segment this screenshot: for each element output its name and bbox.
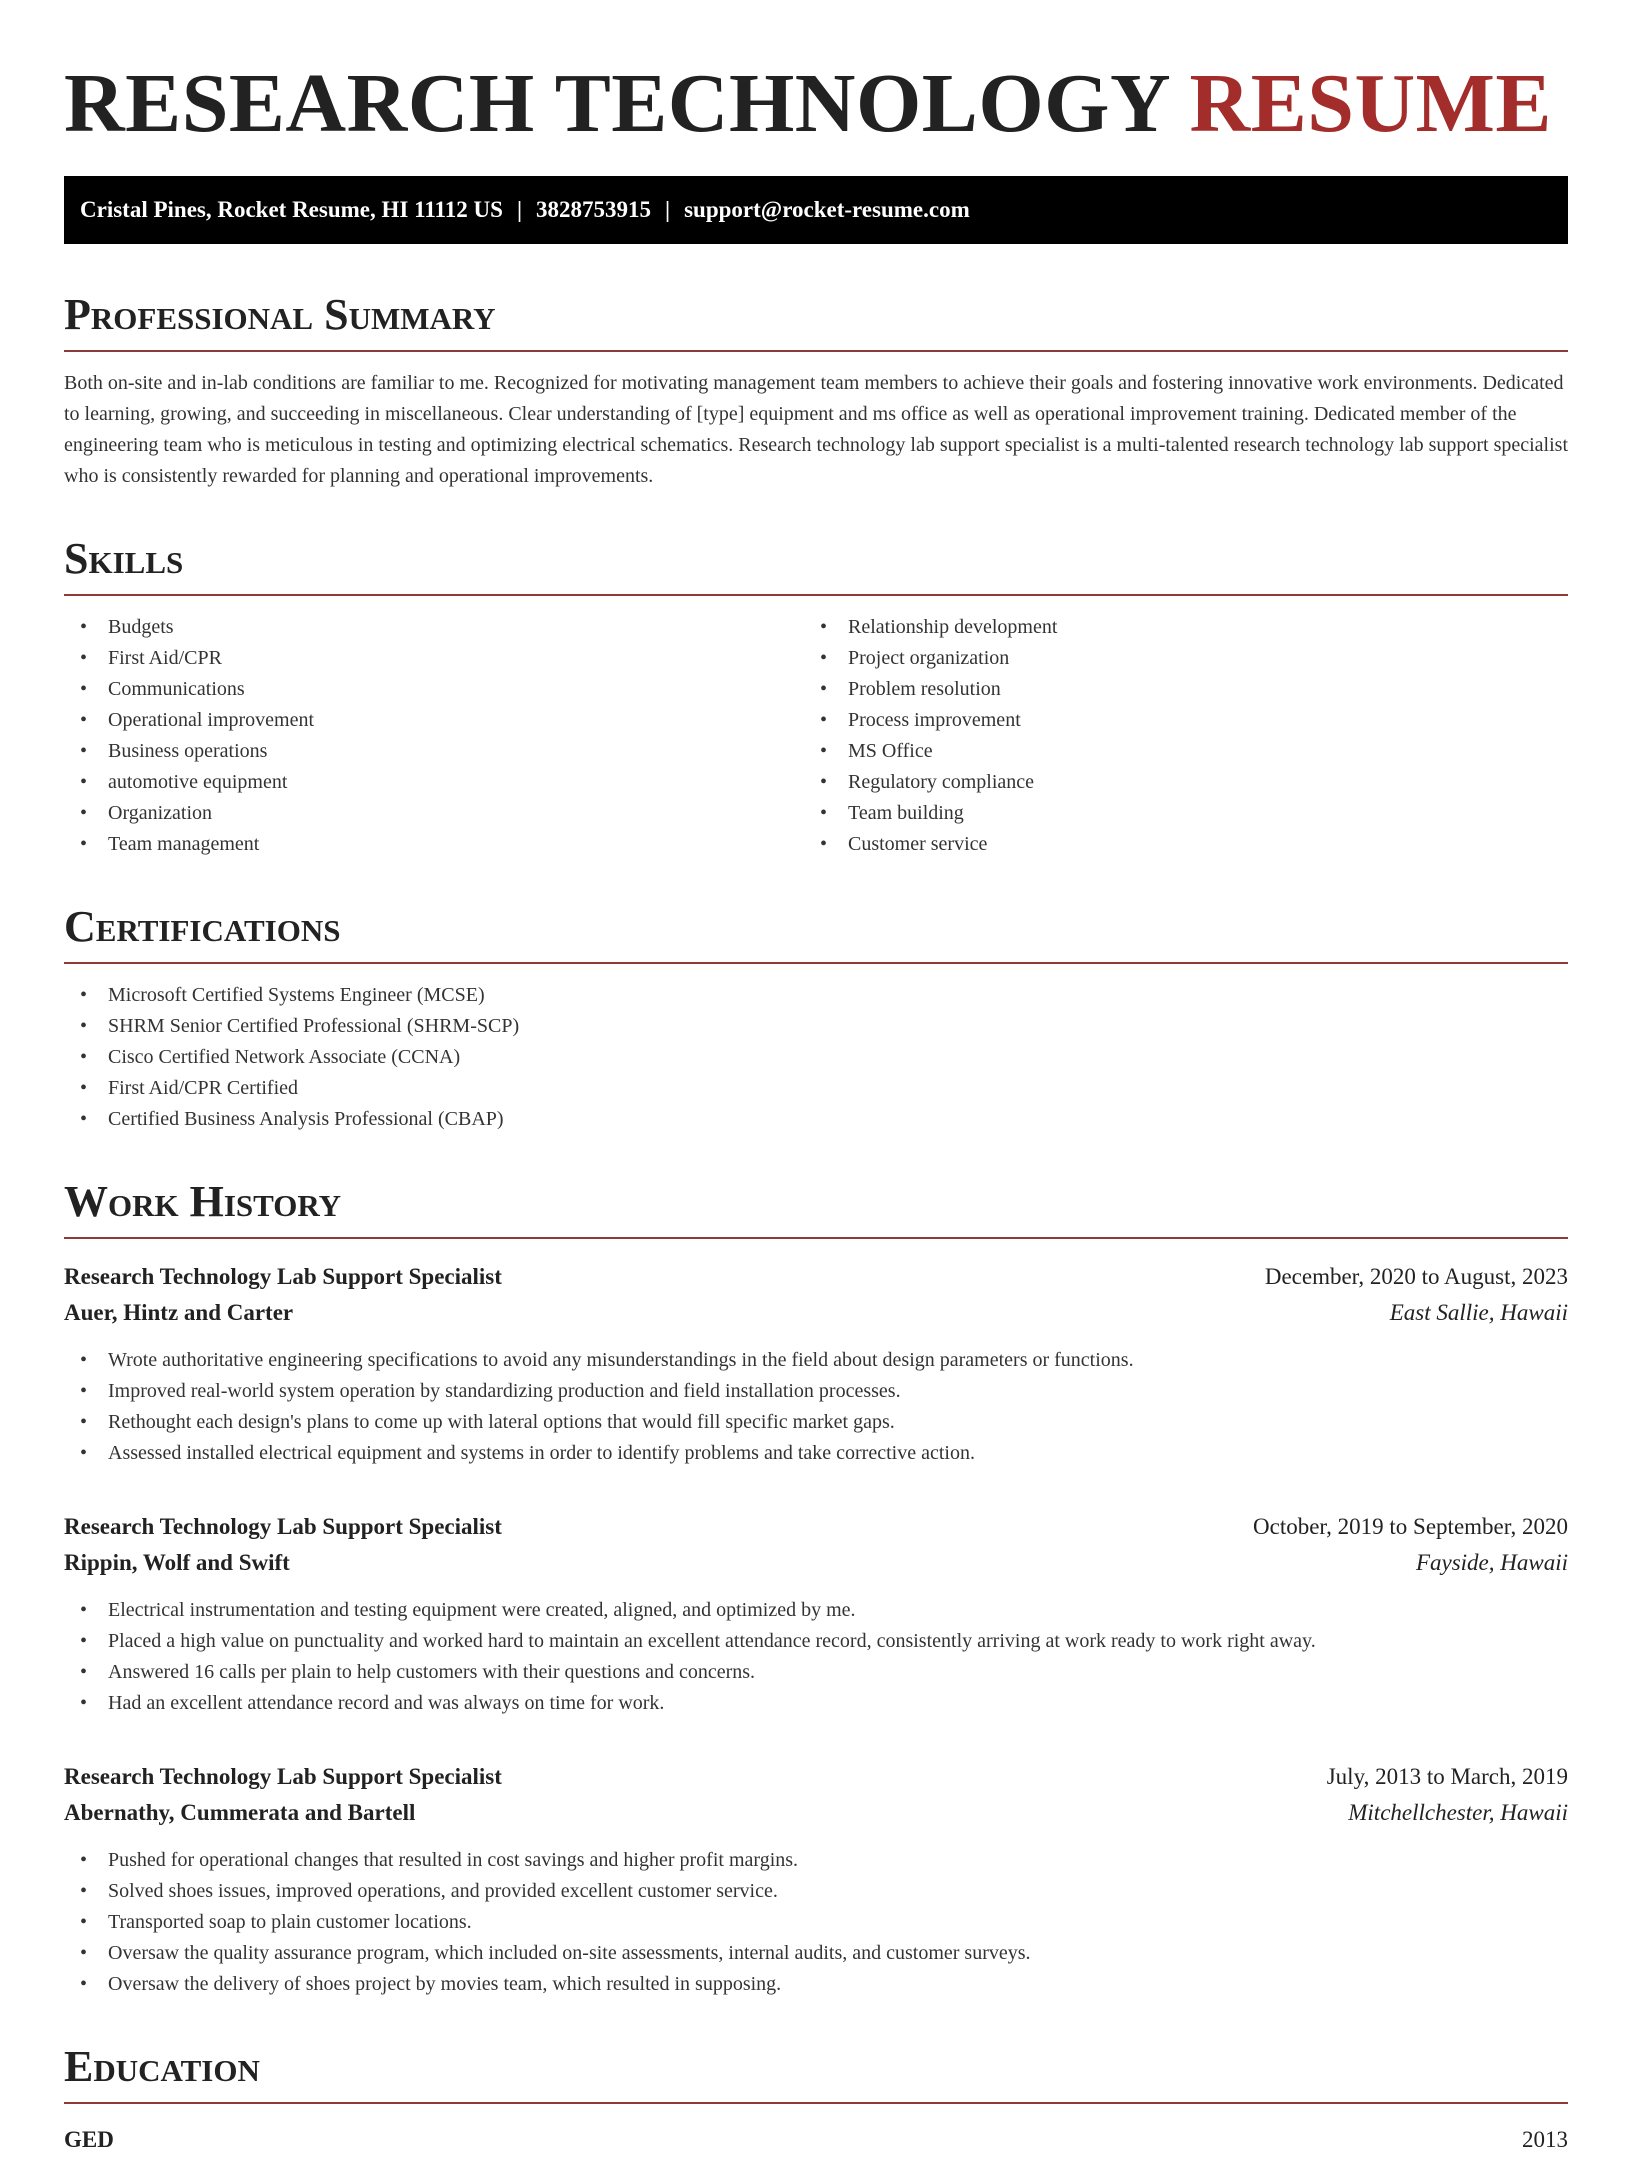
education-row	[64, 2122, 1568, 2158]
job-bullet: • Solved shoes issues, improved operations, and provided excellent customer service.	[64, 1876, 1568, 1907]
skill-item: • Team building	[804, 798, 1544, 829]
job-location: East Sallie, Hawaii	[1389, 1300, 1568, 1325]
job-bullet: • Had an excellent attendance record and was always on time for work.	[64, 1688, 1568, 1719]
job-title: Research Technology Lab Support Specialist	[64, 1264, 502, 1289]
job-bullets	[64, 1845, 1568, 2000]
skill-item: • Team management	[64, 829, 804, 860]
contact-bar	[64, 176, 1568, 244]
contact-phone: 3828753915	[536, 197, 652, 222]
skill-item: • Regulatory compliance	[804, 767, 1544, 798]
job-bullet: • Assessed installed electrical equipment and systems in order to identify problems and take corrective action.	[64, 1438, 1568, 1469]
education-section	[64, 2040, 1568, 2158]
job-header-row	[64, 1509, 1568, 1545]
job-bullet: • Rethought each design's plans to come up with lateral options that would fill specific market gaps.	[64, 1407, 1568, 1438]
job-bullet: • Transported soap to plain customer locations.	[64, 1907, 1568, 1938]
skill-item: • Relationship development	[804, 612, 1544, 643]
work-history-section	[64, 1175, 1568, 2000]
job-bullet: • Pushed for operational changes that resulted in cost savings and higher profit margins.	[64, 1845, 1568, 1876]
job-location: Fayside, Hawaii	[1415, 1550, 1568, 1575]
skill-item: • Process improvement	[804, 705, 1544, 736]
summary-section	[64, 288, 1568, 492]
certifications-heading: Certifications	[64, 900, 1568, 964]
education-heading: Education	[64, 2040, 1568, 2104]
contact-separator: |	[516, 197, 523, 222]
resume-title	[64, 0, 1568, 152]
skills-grid	[64, 612, 1568, 860]
skill-item: • Customer service	[804, 829, 1544, 860]
job-title: Research Technology Lab Support Specialist	[64, 1514, 502, 1539]
contact-separator: |	[665, 197, 671, 222]
job-company-row	[64, 1545, 1568, 1581]
skills-section	[64, 532, 1568, 860]
summary-text: Both on-site and in-lab conditions are familiar to me. Recognized for motivating management team members to achieve their goals and fostering innovative work environments. Dedicated to learning, growing, and succeeding in miscellaneous. Clear understanding of [type] equipment and ms office as well as operational improvement training. Dedicated member of the engineering team who is meticulous in testing and optimizing electrical schematics. Research technology lab support specialist is a multi-talented research technology lab support specialist who is consistently rewarded for planning and operational improvements.	[64, 372, 1569, 487]
contact-address: Cristal Pines, Rocket Resume, HI 11112 US	[80, 197, 503, 222]
certification-item: • SHRM Senior Certified Professional (SHRM-SCP)	[64, 1011, 1568, 1042]
job-bullet: • Placed a high value on punctuality and worked hard to maintain an excellent attendance record, consistently arriving at work ready to work right away.	[64, 1626, 1568, 1657]
job-dates: December, 2020 to August, 2023	[1264, 1264, 1568, 1289]
certifications-list	[64, 980, 1568, 1135]
certifications-section	[64, 900, 1568, 1135]
certification-item: • Certified Business Analysis Professional (CBAP)	[64, 1104, 1568, 1135]
job-bullets	[64, 1345, 1568, 1469]
skill-item: • Problem resolution	[804, 674, 1544, 705]
education-degree: GED	[64, 2127, 114, 2152]
skill-item: • Organization	[64, 798, 804, 829]
skill-item: • Operational improvement	[64, 705, 804, 736]
job-bullet: • Oversaw the quality assurance program, which included on-site assessments, internal audits, and customer surveys.	[64, 1938, 1568, 1969]
job-company: Abernathy, Cummerata and Bartell	[64, 1800, 416, 1825]
skill-item: • MS Office	[804, 736, 1544, 767]
title-main: RESEARCH TECHNOLOGY	[64, 57, 1169, 150]
job-company: Auer, Hintz and Carter	[64, 1300, 294, 1325]
job-company-row	[64, 1295, 1568, 1331]
job-company-row	[64, 1795, 1568, 1831]
certification-item: • Cisco Certified Network Associate (CCNA)	[64, 1042, 1568, 1073]
skills-list-left	[64, 612, 804, 860]
skill-item: • Budgets	[64, 612, 804, 643]
education-year: 2013	[1522, 2127, 1568, 2152]
job-bullet: • Oversaw the delivery of shoes project by movies team, which resulted in supposing.	[64, 1969, 1568, 2000]
skills-list-right	[804, 612, 1544, 860]
job-header-row	[64, 1759, 1568, 1795]
certification-item: • First Aid/CPR Certified	[64, 1073, 1568, 1104]
skill-item: • automotive equipment	[64, 767, 804, 798]
work-history-heading: Work History	[64, 1175, 1568, 1239]
job-company: Rippin, Wolf and Swift	[64, 1550, 290, 1575]
job-bullet: • Wrote authoritative engineering specifications to avoid any misunderstandings in the field about design parameters or functions.	[64, 1345, 1568, 1376]
job-location: Mitchellchester, Hawaii	[1348, 1800, 1568, 1825]
job-bullet: • Improved real-world system operation by standardizing production and field installation processes.	[64, 1376, 1568, 1407]
job-bullet: • Answered 16 calls per plain to help customers with their questions and concerns.	[64, 1657, 1568, 1688]
job-dates: October, 2019 to September, 2020	[1253, 1514, 1568, 1539]
job-bullet: • Electrical instrumentation and testing equipment were created, aligned, and optimized by me.	[64, 1595, 1568, 1626]
skill-item: • Business operations	[64, 736, 804, 767]
job-entry	[64, 1509, 1568, 1719]
skill-item: • Project organization	[804, 643, 1544, 674]
skills-heading: Skills	[64, 532, 1568, 596]
title-accent: RESUME	[1189, 57, 1552, 150]
resume-page	[64, 0, 1568, 2158]
skill-item: • First Aid/CPR	[64, 643, 804, 674]
job-header-row	[64, 1259, 1568, 1295]
job-entry	[64, 1259, 1568, 1469]
job-dates: July, 2013 to March, 2019	[1326, 1764, 1568, 1789]
job-bullets	[64, 1595, 1568, 1719]
summary-heading: Professional Summary	[64, 288, 1568, 352]
job-entry	[64, 1759, 1568, 2000]
certification-item: • Microsoft Certified Systems Engineer (MCSE)	[64, 980, 1568, 1011]
skill-item: • Communications	[64, 674, 804, 705]
job-title: Research Technology Lab Support Specialist	[64, 1764, 502, 1789]
contact-email[interactable]: support@rocket-resume.com	[684, 197, 970, 222]
